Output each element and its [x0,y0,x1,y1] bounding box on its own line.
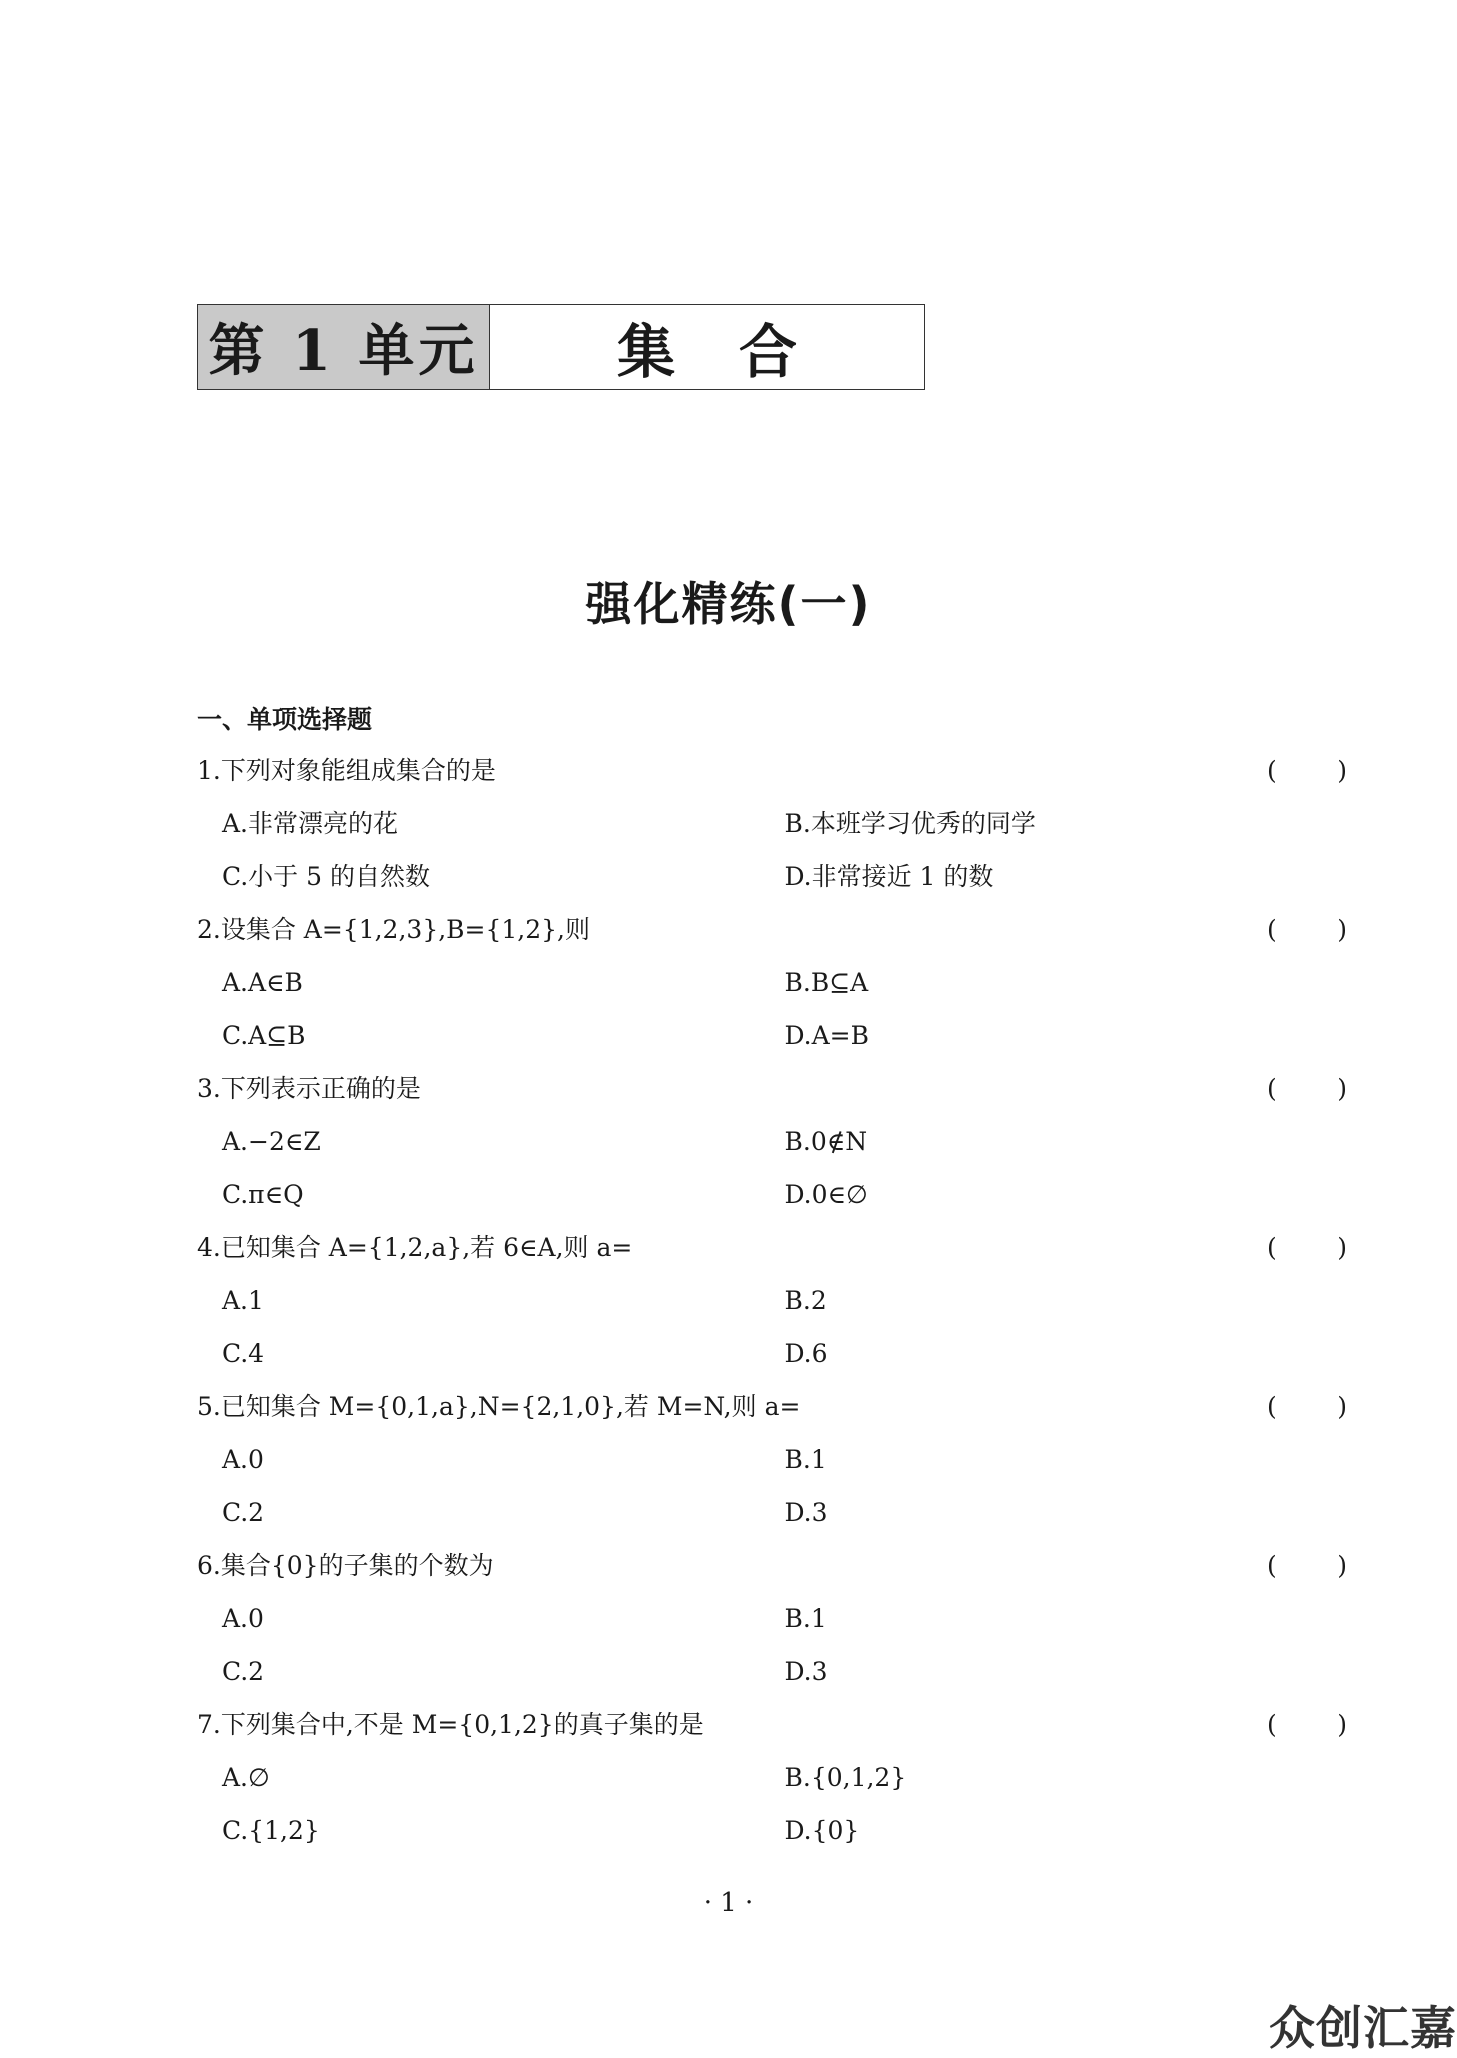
option-a: A.A∈B [222,968,303,997]
option-b: B.本班学习优秀的同学 [784,809,1036,838]
option-d: D.3 [784,1657,828,1686]
unit-label: 第 1 单元 [198,305,490,389]
watermark-logo: 众创汇嘉 [1269,2001,1457,2055]
question-stem: 5.已知集合 M={0,1,a},N={2,1,0},若 M=N,则 a= [197,1392,801,1421]
option-b: B.1 [784,1604,827,1633]
answer-blank: ( ) [1267,915,1347,944]
question-stem: 1.下列对象能组成集合的是 [197,756,496,785]
option-c: C.A⊆B [222,1021,306,1050]
option-c: C.小于 5 的自然数 [222,862,430,891]
option-d: D.非常接近 1 的数 [784,862,994,891]
option-b: B.0∉N [784,1127,868,1156]
question-1 [197,744,1347,903]
unit-title: 集合 [616,318,861,386]
option-d: D.A=B [784,1021,869,1050]
option-a: A.0 [222,1604,264,1633]
question-stem: 3.下列表示正确的是 [197,1074,421,1103]
option-a: A.1 [222,1286,264,1315]
question-2 [197,903,1347,1062]
option-a: A.0 [222,1445,264,1474]
question-6 [197,1539,1347,1698]
question-stem: 6.集合{0}的子集的个数为 [197,1551,494,1580]
option-d: D.3 [784,1498,828,1527]
unit-header [197,304,925,390]
option-d: D.{0} [784,1816,860,1845]
option-c: C.{1,2} [222,1816,320,1845]
option-c: C.4 [222,1339,265,1368]
answer-blank: ( ) [1267,1551,1347,1580]
answer-blank: ( ) [1267,1074,1347,1103]
question-5 [197,1380,1347,1539]
option-b: B.{0,1,2} [784,1763,907,1792]
option-c: C.2 [222,1657,265,1686]
answer-blank: ( ) [1267,1233,1347,1262]
option-a: A.∅ [222,1763,270,1792]
option-c: C.2 [222,1498,265,1527]
question-stem: 4.已知集合 A={1,2,a},若 6∈A,则 a= [197,1233,633,1262]
option-b: B.2 [784,1286,827,1315]
option-b: B.1 [784,1445,827,1474]
option-a: A.非常漂亮的花 [222,809,399,838]
answer-blank: ( ) [1267,1710,1347,1739]
question-7 [197,1698,1347,1857]
page-number: · 1 · [703,1888,754,1918]
answer-blank: ( ) [1267,1392,1347,1421]
section-title: 强化精练(一) [585,577,872,631]
option-b: B.B⊆A [784,968,869,997]
part-heading: 一、单项选择题 [197,705,373,734]
question-stem: 2.设集合 A={1,2,3},B={1,2},则 [197,915,591,944]
question-list [197,744,1347,1857]
option-d: D.0∈∅ [784,1180,868,1209]
option-c: C.π∈Q [222,1180,304,1209]
option-a: A.−2∈Z [222,1127,321,1156]
question-4 [197,1221,1347,1380]
answer-blank: ( ) [1267,756,1347,785]
option-d: D.6 [784,1339,828,1368]
question-stem: 7.下列集合中,不是 M={0,1,2}的真子集的是 [197,1710,704,1739]
question-3 [197,1062,1347,1221]
